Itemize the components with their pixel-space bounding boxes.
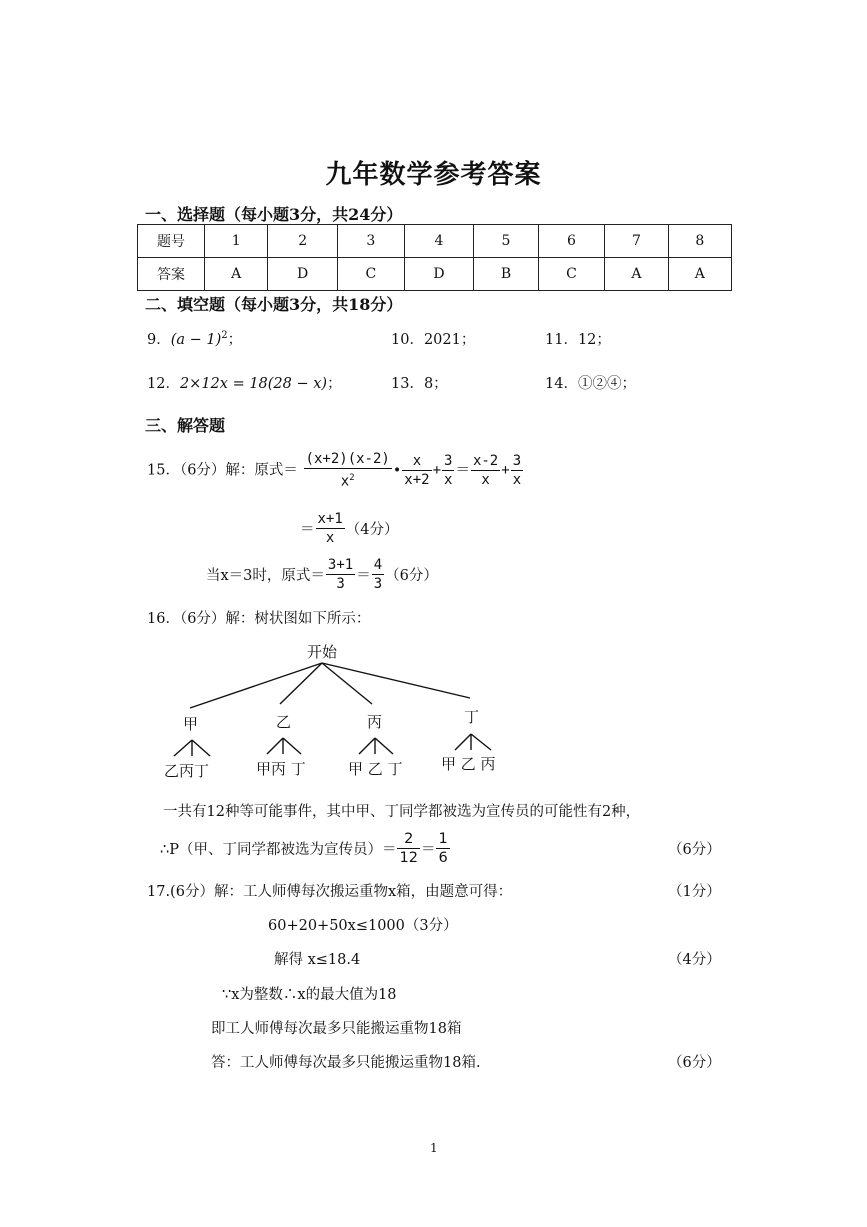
numerator: 3 bbox=[444, 452, 453, 469]
score: （4分） bbox=[345, 522, 399, 538]
denominator: x bbox=[444, 471, 453, 488]
tree-leaf-group: 甲 乙 丁 bbox=[348, 760, 403, 778]
page-title: 九年数学参考答案 bbox=[325, 160, 542, 190]
table-cell: A bbox=[605, 258, 668, 291]
denominator: 3 bbox=[336, 576, 345, 592]
table-cell: A bbox=[205, 258, 268, 291]
fraction bbox=[326, 556, 355, 593]
q15-substitution: 当x＝3时，原式＝ bbox=[206, 568, 325, 584]
q16-line2 bbox=[160, 830, 451, 867]
answer-table bbox=[137, 224, 732, 291]
plus-operator: + bbox=[432, 462, 442, 479]
q17-line4: ∵x为整数∴x的最大值为18 bbox=[222, 987, 397, 1003]
table-cell: 7 bbox=[605, 225, 668, 258]
section3-heading: 三、解答题 bbox=[145, 416, 226, 435]
denominator: x+2 bbox=[404, 471, 430, 488]
numerator: 4 bbox=[373, 557, 383, 573]
tree-leaf-group: 甲丙 丁 bbox=[256, 760, 306, 778]
table-header-cell: 题号 bbox=[138, 225, 205, 258]
math-expression: (a − 1) bbox=[170, 332, 222, 348]
q15-line3 bbox=[206, 556, 438, 593]
numerator: 3+1 bbox=[327, 557, 354, 573]
exponent: 2 bbox=[221, 330, 228, 342]
score: （6分） bbox=[385, 568, 438, 584]
score: （4分） bbox=[668, 952, 721, 968]
table-cell: D bbox=[268, 258, 338, 291]
fraction bbox=[372, 556, 384, 593]
table-cell: C bbox=[538, 258, 605, 291]
dot-operator: • bbox=[392, 462, 402, 479]
fraction bbox=[316, 510, 345, 547]
fraction bbox=[511, 452, 523, 489]
score: （1分） bbox=[668, 884, 721, 900]
fraction bbox=[397, 830, 419, 867]
denominator: 6 bbox=[438, 850, 448, 866]
denominator bbox=[304, 469, 392, 491]
answer-q11: 11．12； bbox=[545, 332, 611, 348]
fraction bbox=[304, 450, 392, 491]
q16-intro: 16．（6分）解：树状图如下所示： bbox=[147, 611, 371, 627]
numerator: 1 bbox=[438, 831, 448, 847]
score: （6分） bbox=[668, 842, 721, 858]
punctuation: ； bbox=[227, 332, 243, 348]
tree-branch bbox=[471, 734, 491, 750]
denominator: x bbox=[325, 530, 335, 546]
q17-line2: 60+20+50x≤1000（3分） bbox=[268, 918, 458, 934]
tree-node: 丙 bbox=[367, 713, 383, 731]
tree-node: 乙 bbox=[276, 713, 292, 731]
table-cell: 4 bbox=[404, 225, 474, 258]
tree-node: 丁 bbox=[464, 708, 480, 726]
q17-line5: 即工人师傅每次最多只能搬运重物18箱 bbox=[211, 1021, 462, 1037]
answer-q10: 10．2021； bbox=[391, 332, 476, 348]
equals-sign: ＝ bbox=[420, 842, 436, 858]
table-cell: C bbox=[337, 258, 404, 291]
punctuation: ； bbox=[327, 376, 342, 392]
fraction bbox=[471, 452, 500, 489]
table-cell: B bbox=[474, 258, 538, 291]
answer-q13: 13．8； bbox=[391, 376, 448, 392]
tree-branch bbox=[267, 738, 283, 754]
q16-line1: 一共有12种等可能事件，其中甲、丁同学都被选为宣传员的可能性有2种， bbox=[163, 804, 641, 820]
plus-operator: + bbox=[501, 462, 510, 479]
denominator: 12 bbox=[399, 850, 418, 866]
answer-q12 bbox=[147, 372, 342, 393]
den-base: x bbox=[340, 473, 350, 490]
equals-sign: ＝ bbox=[356, 568, 371, 584]
tree-branch bbox=[190, 663, 322, 708]
denominator: 3 bbox=[373, 576, 383, 592]
fraction bbox=[402, 452, 431, 489]
fraction bbox=[442, 452, 454, 489]
exponent: 2 bbox=[349, 473, 355, 483]
numerator: (x+2)(x-2) bbox=[305, 451, 390, 467]
answer-q9 bbox=[147, 328, 242, 349]
score: （6分） bbox=[668, 1055, 721, 1071]
q17-line6: 答：工人师傅每次最多只能搬运重物18箱. bbox=[211, 1055, 481, 1071]
tree-leaf-group: 甲 乙 丙 bbox=[441, 755, 496, 773]
tree-node: 甲 bbox=[183, 715, 199, 733]
fraction bbox=[436, 830, 449, 867]
table-row-numbers bbox=[138, 225, 732, 258]
section1-heading: 一、选择题（每小题3分，共24分） bbox=[145, 205, 403, 224]
numerator: x-2 bbox=[472, 452, 499, 469]
table-cell: 2 bbox=[268, 225, 338, 258]
tree-root: 开始 bbox=[307, 643, 338, 661]
table-cell: 8 bbox=[668, 225, 731, 258]
equals-sign: ＝ bbox=[455, 462, 470, 479]
numerator: 2 bbox=[397, 830, 419, 849]
numerator: x+1 bbox=[317, 511, 343, 527]
q15-prefix: 15．（6分）解：原式＝ bbox=[147, 462, 298, 479]
table-cell: A bbox=[668, 258, 731, 291]
question-number: 9． bbox=[147, 332, 171, 348]
denominator: x bbox=[481, 471, 490, 488]
table-cell: 1 bbox=[205, 225, 268, 258]
table-row-answers bbox=[138, 258, 732, 291]
tree-branch bbox=[280, 663, 322, 704]
tree-leaf-group: 乙丙丁 bbox=[164, 762, 210, 780]
question-number: 12． bbox=[147, 376, 180, 392]
q17-line1: 17.(6分）解：工人师傅每次搬运重物x箱，由题意可得： bbox=[147, 884, 513, 900]
table-header-cell: 答案 bbox=[138, 258, 205, 291]
tree-branch bbox=[359, 738, 375, 754]
probability-label: ∴P（甲、丁同学都被选为宣传员）＝ bbox=[160, 842, 397, 858]
page-number: 1 bbox=[430, 1141, 438, 1155]
numerator: x bbox=[402, 452, 431, 471]
table-cell: 3 bbox=[337, 225, 404, 258]
table-cell: D bbox=[404, 258, 474, 291]
numerator: 3 bbox=[512, 452, 522, 469]
answer-q14: 14．①②④； bbox=[545, 376, 636, 392]
tree-branch bbox=[455, 734, 471, 750]
equals-sign: ＝ bbox=[300, 522, 315, 538]
tree-branch bbox=[174, 740, 192, 756]
math-expression: 2×12x = 18(28 − x) bbox=[179, 376, 328, 392]
tree-branch bbox=[192, 740, 210, 756]
q17-line3: 解得 x≤18.4 bbox=[274, 952, 361, 968]
section2-heading: 二、填空题（每小题3分，共18分） bbox=[145, 295, 403, 314]
q15-line1 bbox=[147, 450, 524, 491]
table-cell: 5 bbox=[474, 225, 538, 258]
table-cell: 6 bbox=[538, 225, 605, 258]
denominator: x bbox=[512, 471, 522, 488]
tree-branch bbox=[283, 738, 301, 754]
q15-line2 bbox=[300, 510, 399, 547]
tree-branch bbox=[375, 738, 393, 754]
